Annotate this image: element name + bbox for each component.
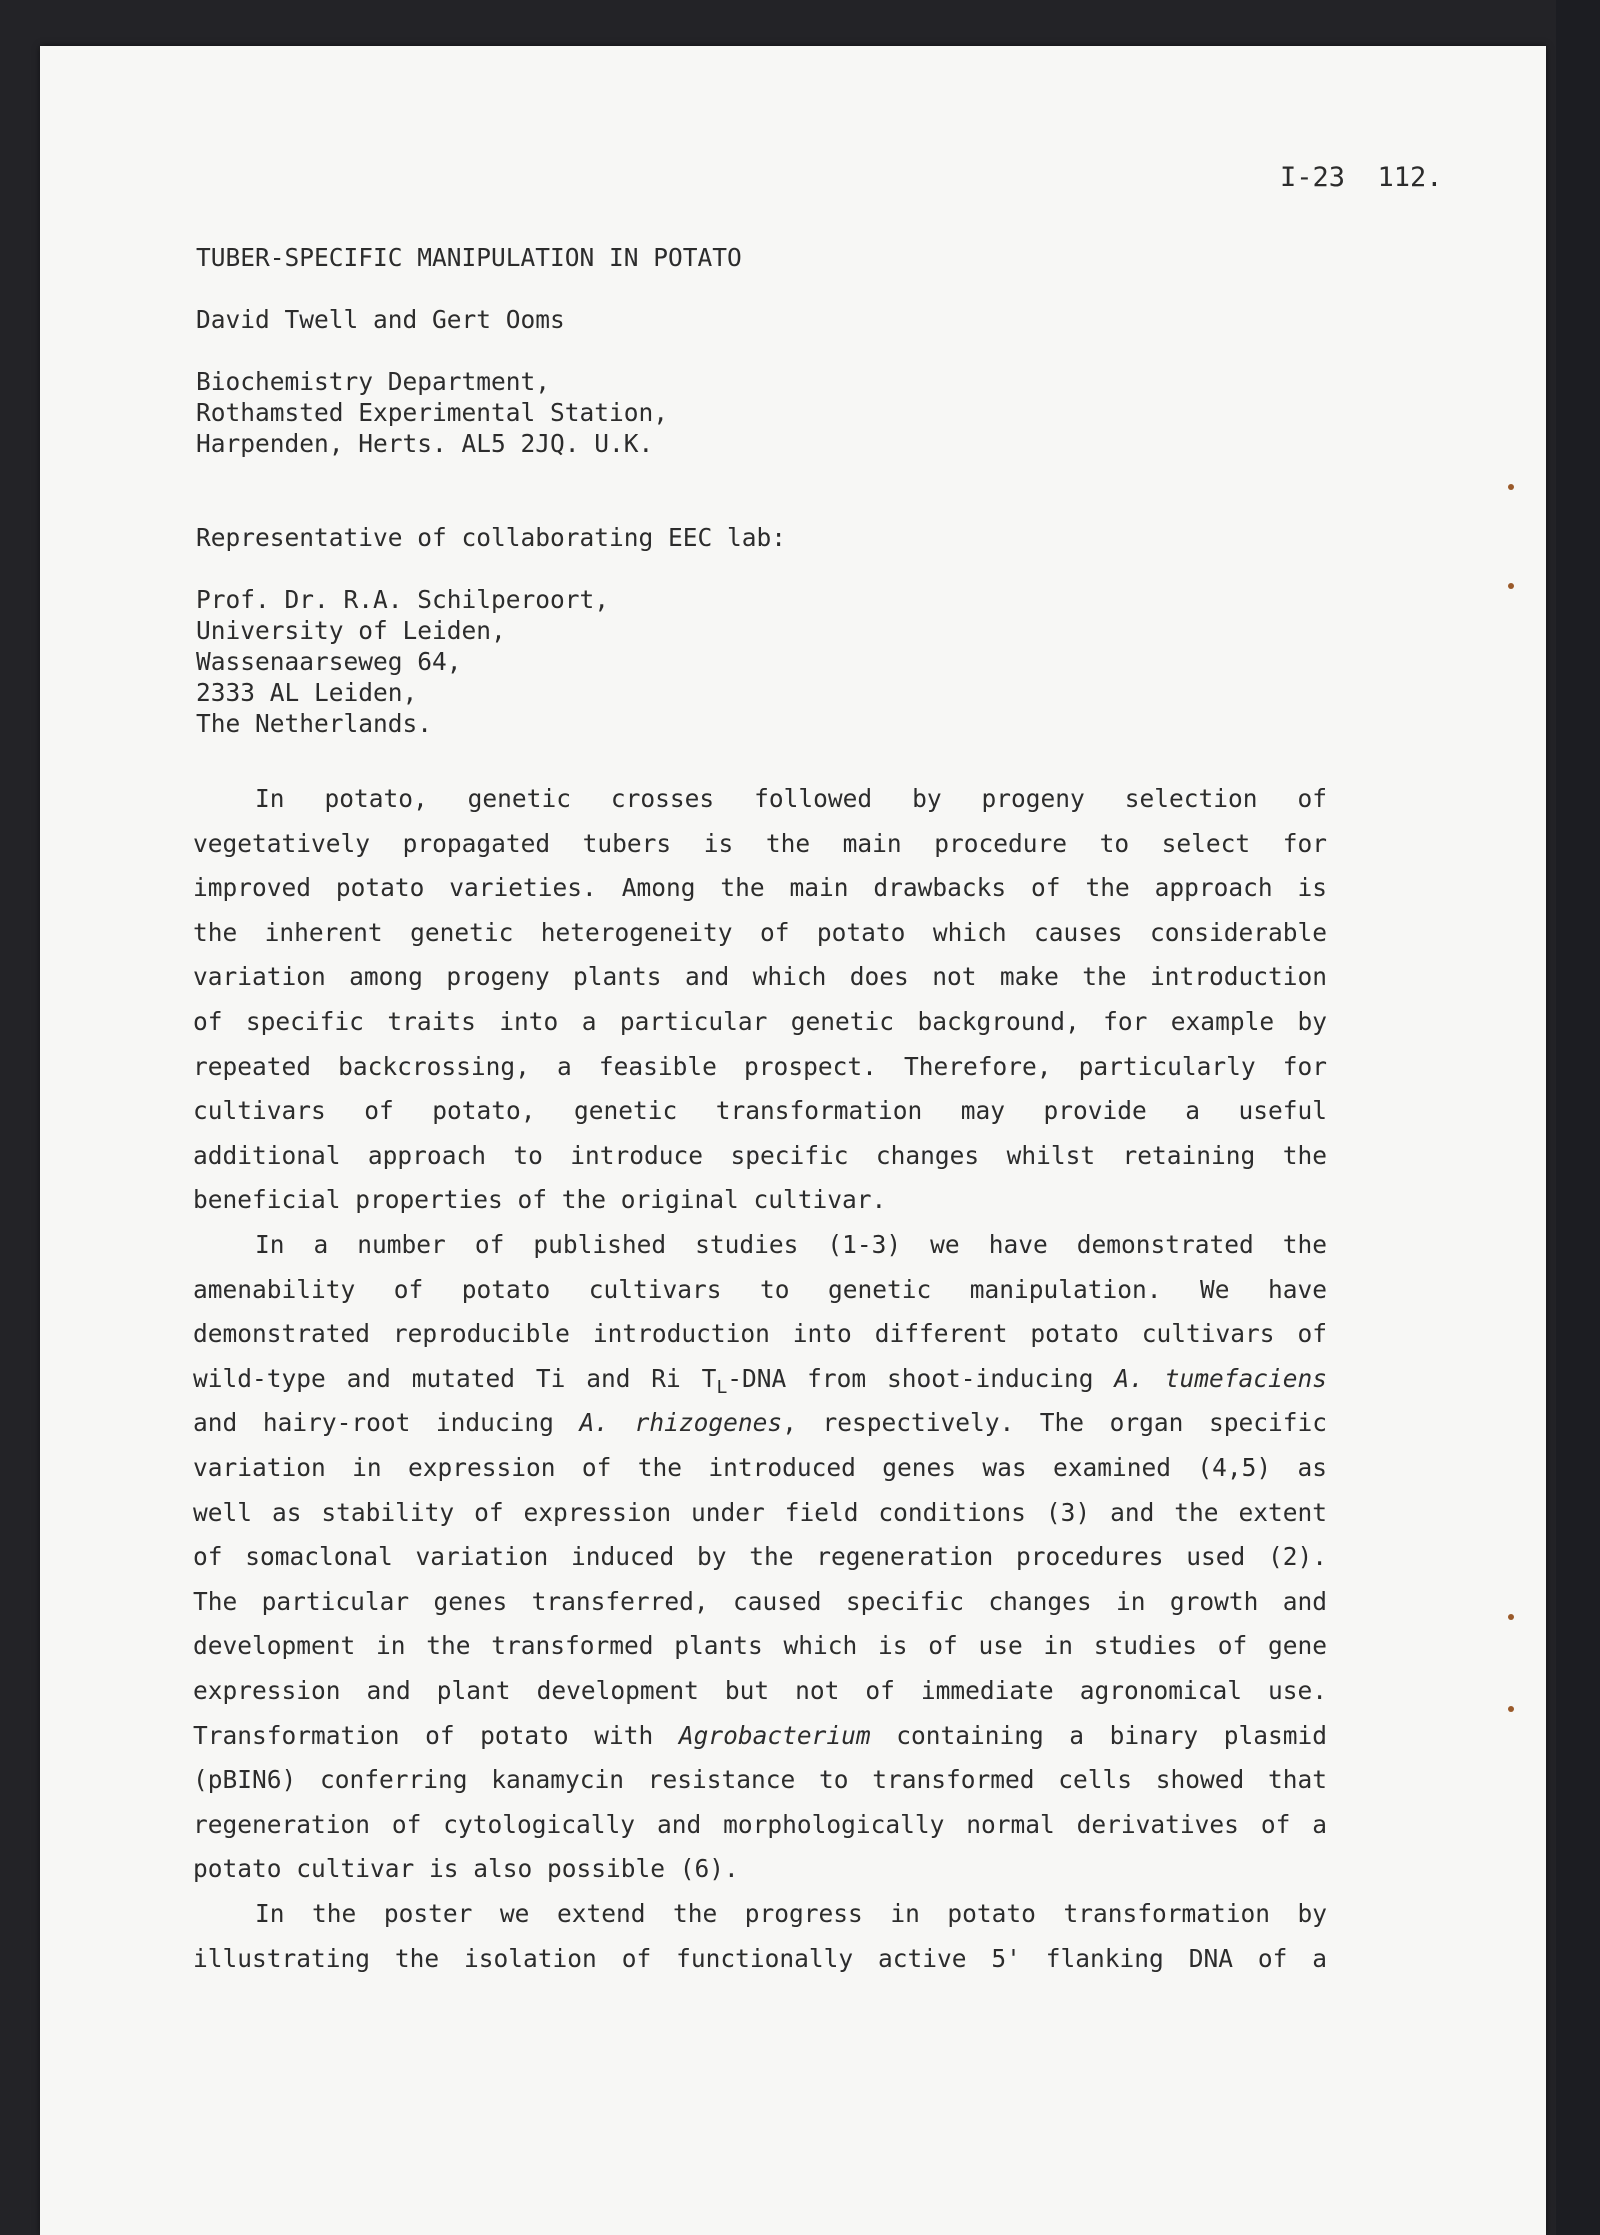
text-run: containing a binary plasmid <box>870 1720 1327 1750</box>
paragraph-line: variation among progeny plants and which does not make the introduction <box>193 962 1327 992</box>
paragraph-line: development in the transformed plants which is of use in studies of gene <box>193 1631 1327 1661</box>
body-paragraph-1 <box>193 777 1327 1223</box>
representative-line: Wassenaarseweg 64, <box>196 647 462 676</box>
paragraph-line: illustrating the isolation of functionally active 5' flanking DNA of a <box>193 1943 1327 1973</box>
affiliation-line: Biochemistry Department, <box>196 367 551 396</box>
margin-mark <box>1508 1706 1514 1712</box>
background-strip <box>1556 0 1600 2235</box>
margin-mark <box>1508 1614 1514 1620</box>
paragraph-line: of somaclonal variation induced by the regeneration procedures used (2). <box>193 1542 1327 1572</box>
subscript: L <box>716 1376 728 1398</box>
body-paragraph-3 <box>193 1892 1327 1981</box>
paragraph-line: additional approach to introduce specific changes whilst retaining the <box>193 1140 1327 1170</box>
authors: David Twell and Gert Ooms <box>196 305 565 334</box>
page-number: I-23 112. <box>1280 162 1443 193</box>
paragraph-line <box>193 1714 1327 1759</box>
paragraph-line: repeated backcrossing, a feasible prospect. Therefore, particularly for <box>193 1051 1327 1081</box>
paragraph-line: potato cultivar is also possible (6). <box>193 1854 739 1884</box>
text-run: wild-type and mutated Ti and Ri T <box>193 1363 717 1393</box>
document-title: TUBER-SPECIFIC MANIPULATION IN POTATO <box>196 243 742 272</box>
paragraph-line: beneficial properties of the original cultivar. <box>193 1185 887 1215</box>
paragraph-line: well as stability of expression under field conditions (3) and the extent <box>193 1497 1327 1527</box>
representative-line: The Netherlands. <box>196 709 433 738</box>
paragraph-line: variation in expression of the introduced genes was examined (4,5) as <box>193 1452 1327 1482</box>
paragraph-line: demonstrated reproducible introduction into different potato cultivars of <box>193 1319 1327 1349</box>
paragraph-line: amenability of potato cultivars to genetic manipulation. We have <box>193 1274 1327 1304</box>
paragraph-line: expression and plant development but not of immediate agronomical use. <box>193 1675 1327 1705</box>
paragraph-line <box>193 1357 1327 1402</box>
representative-line: 2333 AL Leiden, <box>196 678 418 707</box>
representative-line: Prof. Dr. R.A. Schilperoort, <box>196 585 610 614</box>
text-run: , respectively. The organ specific <box>782 1408 1327 1438</box>
species-name: A. tumefaciens <box>1114 1363 1327 1393</box>
paragraph-line: regeneration of cytologically and morphologically normal derivatives of a <box>193 1809 1327 1839</box>
affiliation-line: Rothamsted Experimental Station, <box>196 398 669 427</box>
paragraph-line: the inherent genetic heterogeneity of potato which causes considerable <box>193 917 1327 947</box>
affiliation-line: Harpenden, Herts. AL5 2JQ. U.K. <box>196 429 654 458</box>
text-run: Transformation of potato with <box>193 1720 679 1750</box>
paragraph-line: The particular genes transferred, caused specific changes in growth and <box>193 1586 1327 1616</box>
text-run: -DNA from shoot-inducing <box>727 1363 1115 1393</box>
species-name: A. rhizogenes <box>579 1408 783 1438</box>
paragraph-line: In the poster we extend the progress in potato transformation by <box>255 1899 1327 1928</box>
text-run: and hairy-root inducing <box>193 1408 580 1438</box>
representative-heading: Representative of collaborating EEC lab: <box>196 523 787 552</box>
paragraph-line: In a number of published studies (1-3) we have demonstrated the <box>255 1230 1327 1259</box>
body-paragraph-2 <box>193 1223 1327 1892</box>
margin-mark <box>1508 484 1514 490</box>
species-name: Agrobacterium <box>678 1720 871 1750</box>
margin-mark <box>1508 583 1514 589</box>
paragraph-line: improved potato varieties. Among the main drawbacks of the approach is <box>193 873 1327 903</box>
paragraph-line: vegetatively propagated tubers is the main procedure to select for <box>193 828 1327 858</box>
representative-line: University of Leiden, <box>196 616 506 645</box>
paragraph-line: (pBIN6) conferring kanamycin resistance to transformed cells showed that <box>193 1765 1327 1795</box>
paragraph-line: of specific traits into a particular genetic background, for example by <box>193 1006 1327 1036</box>
paragraph-line: cultivars of potato, genetic transformation may provide a useful <box>193 1096 1327 1126</box>
paragraph-line: In potato, genetic crosses followed by progeny selection of <box>255 784 1327 813</box>
paragraph-line <box>193 1401 1327 1446</box>
